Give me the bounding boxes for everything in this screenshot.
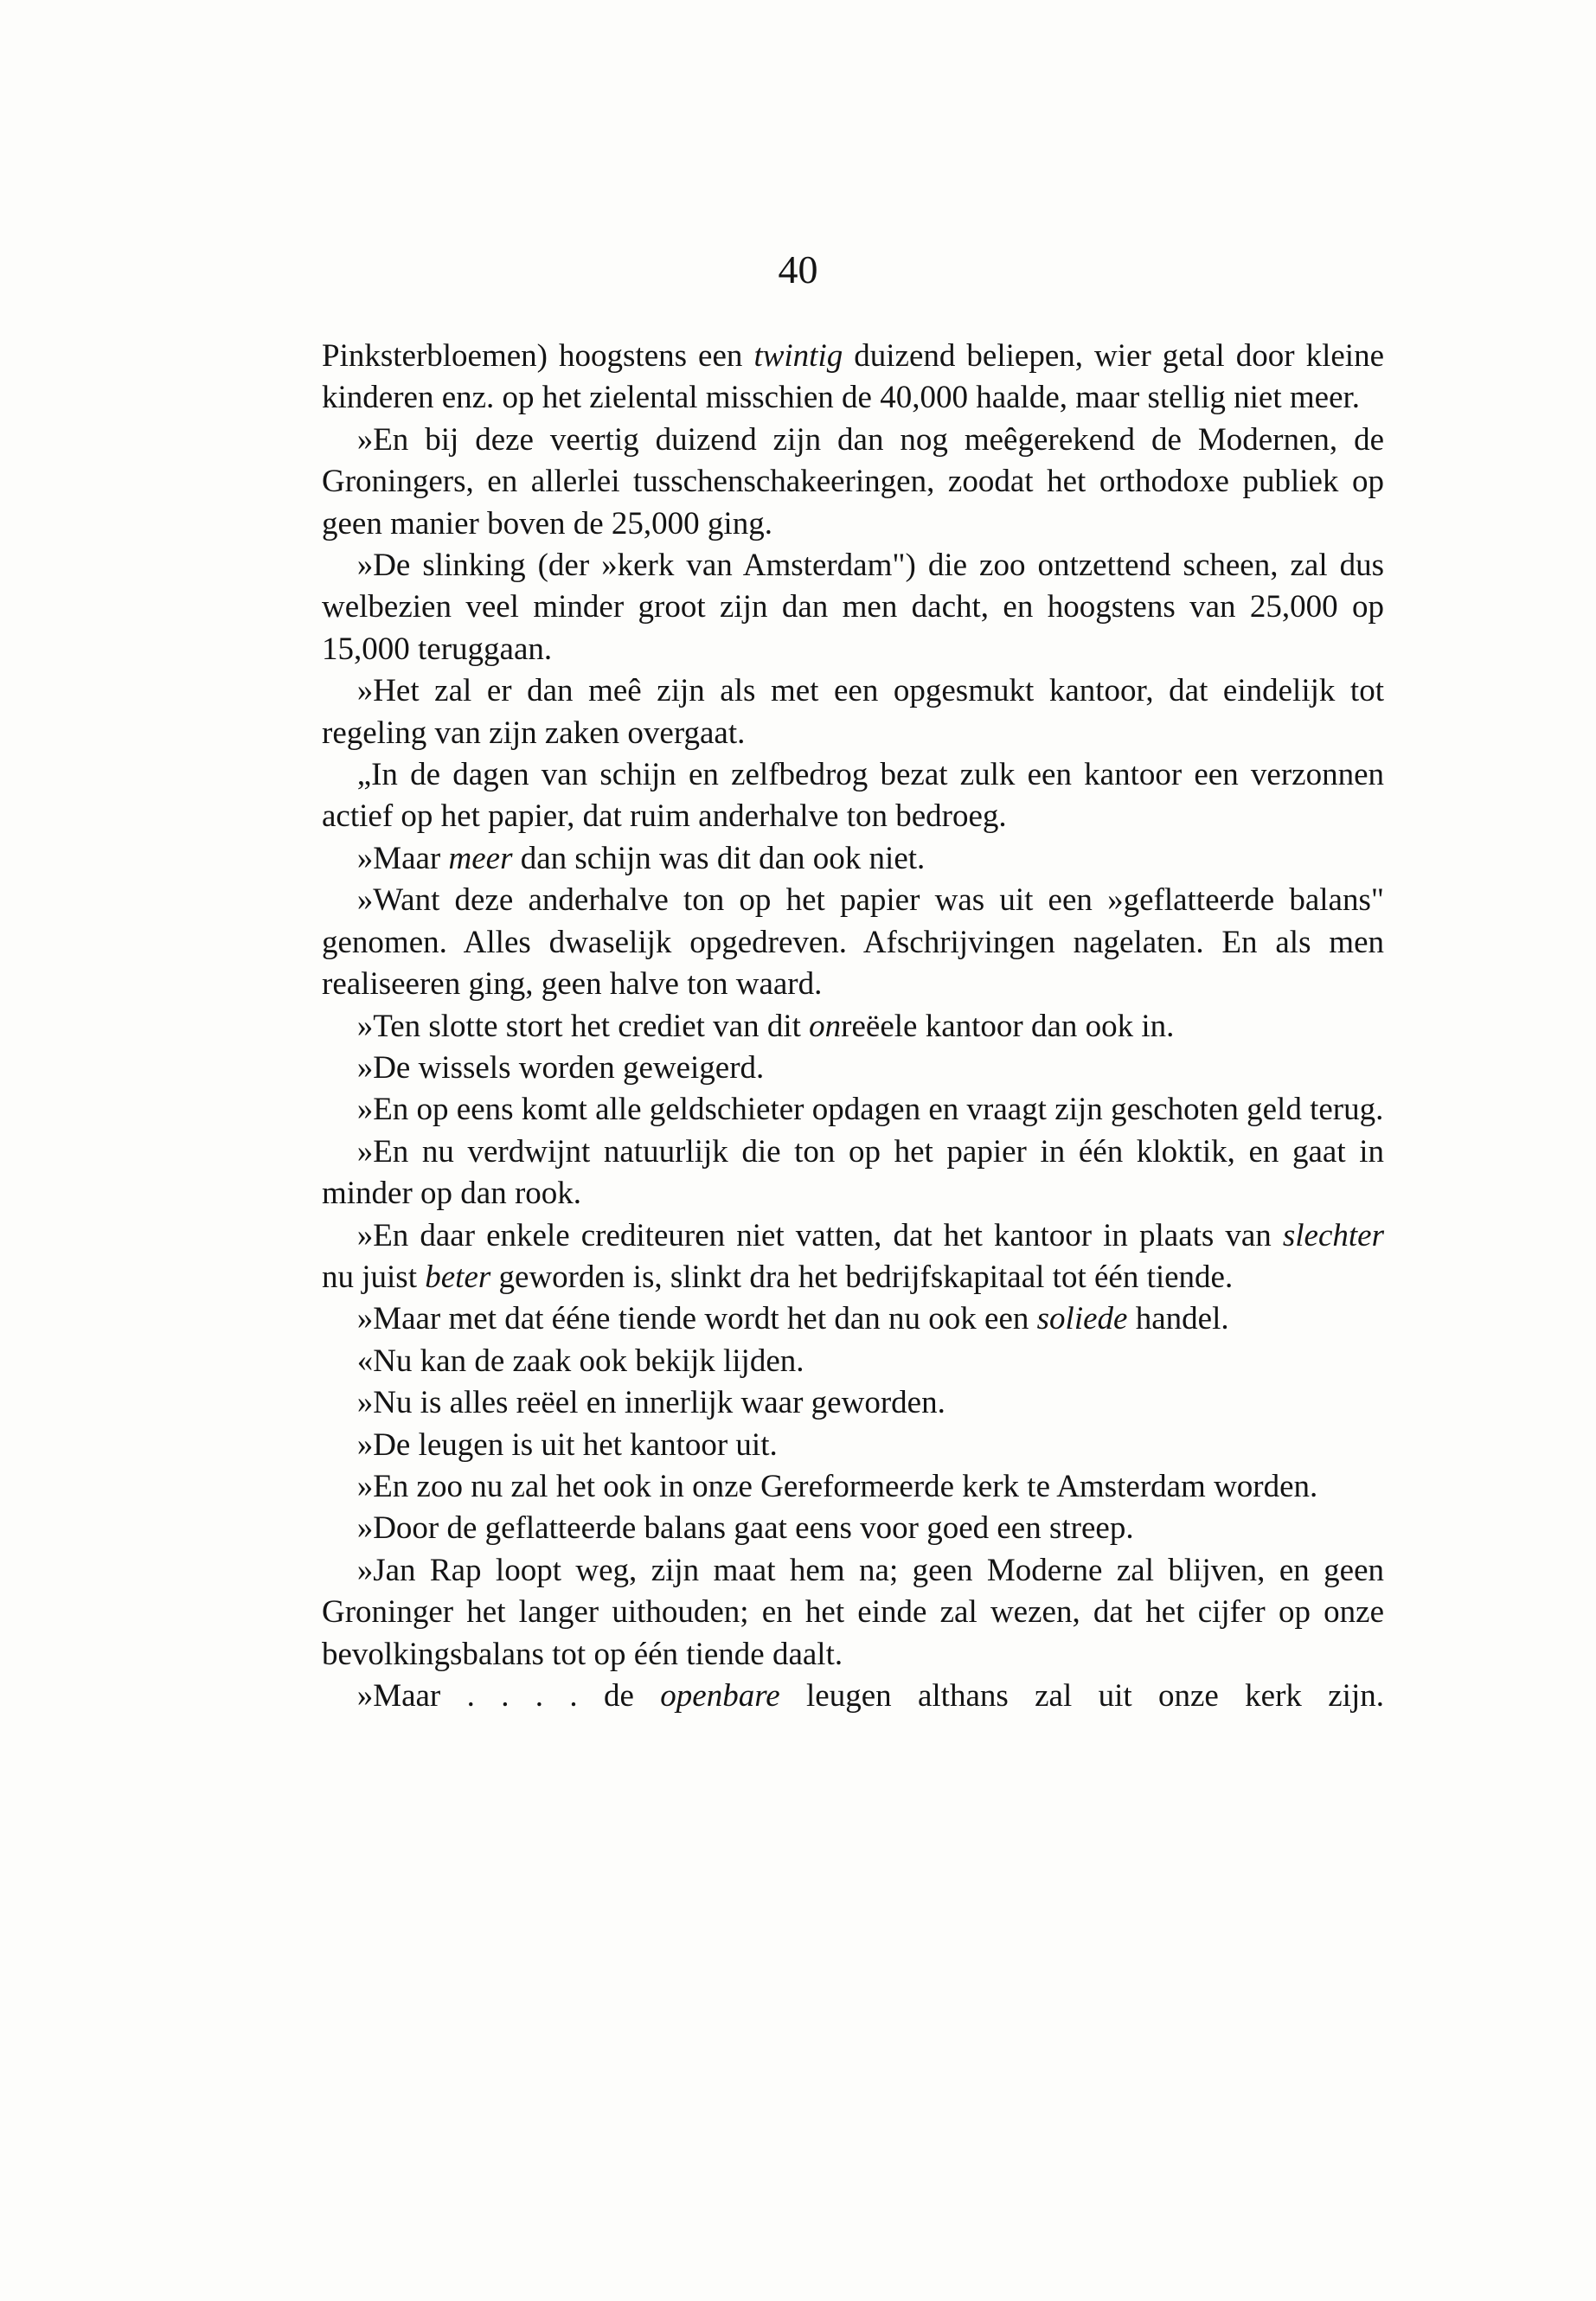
paragraph-2: »En bij deze veertig duizend zijn dan nog meêgerekend de Modernen, de Groningers, en allerlei tusschenschakeeringen, zoodat het orthodoxe publiek op geen manier boven de 25,000 ging. [322, 421, 1384, 542]
text-run: nu juist [322, 1259, 426, 1295]
paragraph-18: »Door de geflatteerde balans gaat eens voor goed een streep. [356, 1510, 1134, 1547]
text-run: »Ten slotte stort het crediet van dit [356, 1008, 810, 1044]
text-run: »Maar . . . . de [356, 1678, 661, 1714]
paragraph-8 [322, 1006, 1384, 1048]
text-run: »En daar enkele crediteuren niet vatten, dat het kantoor in plaats van [356, 1217, 1283, 1253]
paragraph-16: »De leugen is uit het kantoor uit. [356, 1426, 778, 1463]
paragraph-19: »Jan Rap loopt weg, zijn maat hem na; geen Moderne zal blijven, en geen Groninger het langer uithouden; en het einde zal wezen, dat het cijfer op onze bevolkingsbalans tot op één tiende daalt. [322, 1552, 1384, 1672]
text-run: »Maar [356, 840, 449, 876]
paragraph-10: »En op eens komt alle geldschieter opdagen en vraagt zijn geschoten geld terug. [356, 1092, 1384, 1128]
paragraph-6 [322, 838, 1384, 880]
paragraph-15: »Nu is alles reëel en innerlijk waar geworden. [356, 1385, 945, 1421]
text-run: reëele kantoor dan ook in. [841, 1008, 1175, 1044]
italic-run: on [809, 1008, 842, 1044]
paragraph-9: »De wissels worden geweigerd. [356, 1049, 765, 1086]
text-run: Pinksterbloemen) hoogstens een [322, 338, 754, 374]
paragraph-12 [322, 1215, 1384, 1299]
italic-run: beter [425, 1259, 491, 1295]
italic-run: meer [448, 840, 513, 876]
paragraph-3: »De slinking (der »kerk van Amsterdam") die zoo ontzettend scheen, zal dus welbezien veel minder groot zijn dan men dacht, en hoogstens van 25,000 op 15,000 teruggaan. [322, 548, 1384, 667]
paragraph-7: »Want deze anderhalve ton op het papier was uit een »geflatteerde balans" genomen. Alles dwaselijk opgedreven. Afschrijvingen nagelaten. En als men realiseeren ging, geen halve ton waard. [322, 882, 1384, 1003]
text-run: leugen althans zal uit onze kerk zijn. [779, 1678, 1384, 1714]
paragraph-5: „In de dagen van schijn en zelfbedrog bezat zulk een kantoor een verzonnen actief op het papier, dat ruim anderhalve ton bedroeg. [322, 757, 1384, 835]
paragraph-14: «Nu kan de zaak ook bekijk lijden. [356, 1343, 804, 1379]
paragraph-13 [322, 1298, 1384, 1340]
italic-run: twintig [753, 338, 843, 374]
paragraph-4: »Het zal er dan meê zijn als met een opgesmukt kantoor, dat eindelijk tot regeling van zijn zaken overgaat. [322, 673, 1384, 751]
paragraph-20 [322, 1676, 1384, 1717]
text-run: handel. [1127, 1301, 1229, 1337]
text-run: geworden is, slinkt dra het bedrijfskapitaal tot één tiende. [490, 1259, 1234, 1295]
text-run: »Maar met dat ééne tiende wordt het dan nu ook een [356, 1301, 1037, 1337]
paragraph-11: »En nu verdwijnt natuurlijk die ton op het papier in één kloktik, en gaat in minder op dan rook. [322, 1133, 1384, 1212]
italic-run: slechter [1282, 1217, 1384, 1253]
italic-run: soliede [1036, 1301, 1128, 1337]
text-run: duizend beliepen, wier getal door kleine kinderen enz. op het zielental misschien de 40,000 haalde, maar stellig niet meer. [322, 338, 1384, 416]
body-text [322, 336, 1384, 1717]
italic-run: openbare [660, 1678, 780, 1714]
paragraph-17: »En zoo nu zal het ook in onze Gereformeerde kerk te Amsterdam worden. [356, 1468, 1318, 1504]
text-run: dan schijn was dit dan ook niet. [512, 840, 926, 876]
paragraph-1 [322, 336, 1384, 420]
page-number: 40 [778, 247, 818, 292]
